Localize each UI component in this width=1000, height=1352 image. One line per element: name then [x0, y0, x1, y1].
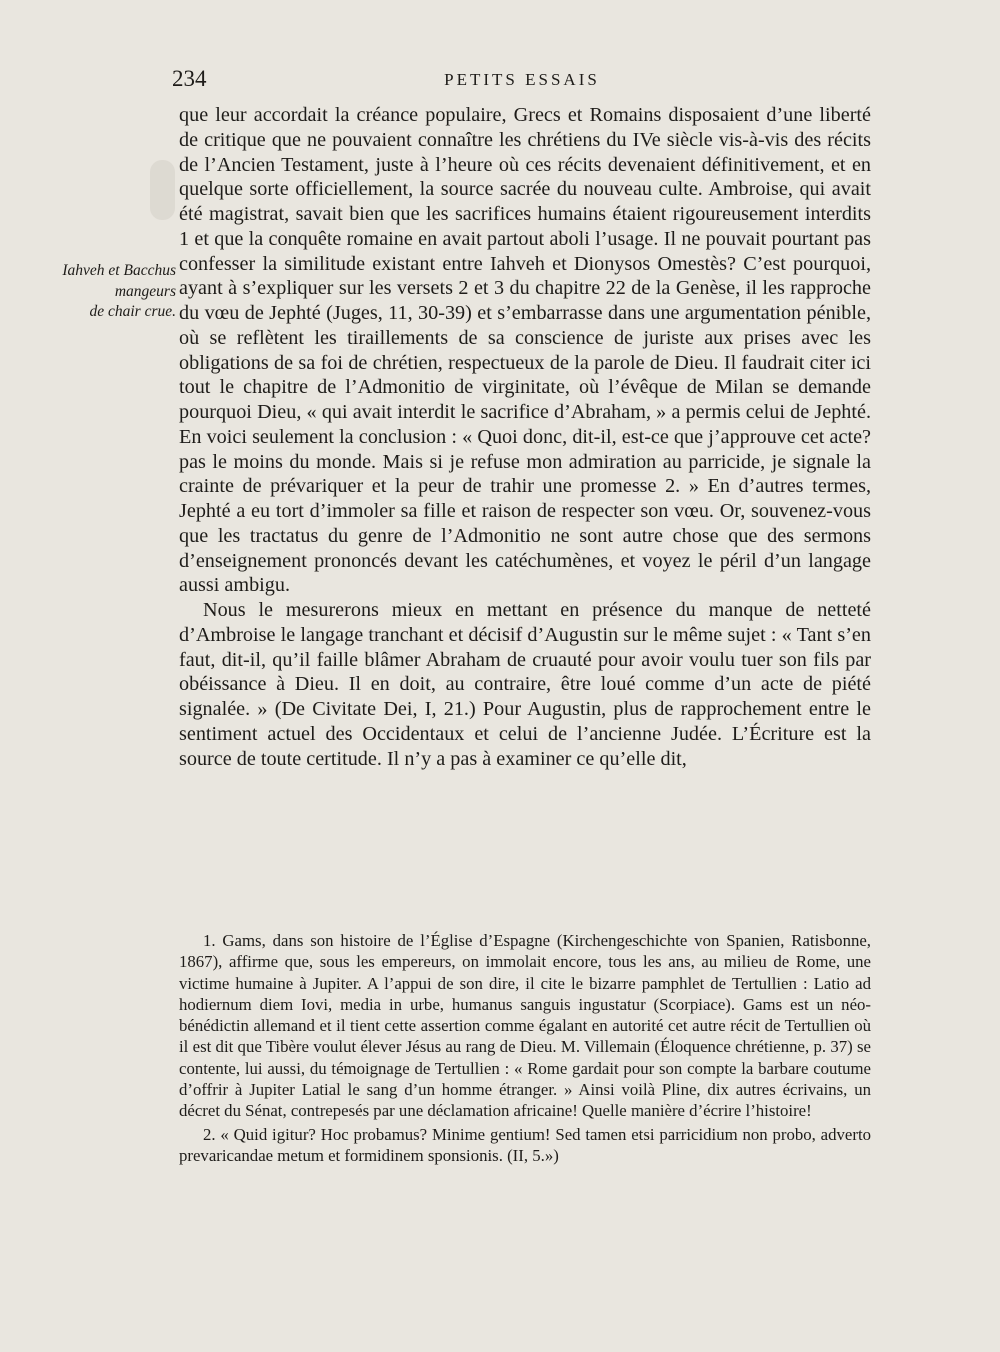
main-text	[179, 103, 871, 771]
margin-note	[18, 261, 176, 323]
footnote: 1. Gams, dans son histoire de l’Église d’Espagne (Kirchengeschichte von Spanien, Ratisbonne, 1867), affirme que, sous les empereurs, on immolait encore, tous les ans, au milieu de Rome, une victime humaine à Jupiter. A l’appui de son dire, il cite le bizarre pamphlet de Tertullien : Latio ad hodiernum diem Iovi, media in urbe, humanus sanguis ingustatur (Scorpiace). Gams est un néo-bénédictin allemand et il tient cette assertion comme égalant en autorité cet autre récit de Tertullien où il est dit que Tibère voulut élever Jésus au rang de Dieu. M. Villemain (Éloquence chrétienne, p. 37) se contente, lui aussi, du témoignage de Tertullien : « Rome gardait pour son compte la barbare coutume d’offrir à Jupiter Latial le sang d’un homme étranger. » Ainsi voilà Pline, dix autres écrivains, un décret du Sénat, contrepesés par une déclamation africaine! Quelle manière d’écrire l’histoire!	[179, 931, 871, 1121]
margin-note-line: Iahveh et Bacchus	[62, 262, 176, 279]
paragraph: que leur accordait la créance populaire, Grecs et Romains disposaient d’une liberté de critique que ne pouvaient connaître les chrétiens du IVe siècle vis-à-vis des récits de l’Ancien Testament, juste à l’heure où ces récits devenaient définitivement, et en quelque sorte officiellement, la source sacrée du nouveau culte. Ambroise, qui avait été magistrat, savait bien que les sacrifices humains étaient rigoureusement interdits 1 et que la conquête romaine en avait partout aboli l’usage. Il ne pouvait pourtant pas confesser la similitude existant entre Iahveh et Dionysos Omestès? C’est pourquoi, ayant à s’expliquer sur les versets 2 et 3 du chapitre 22 de la Genèse, il les rapproche du vœu de Jephté (Juges, 11, 30-39) et s’embarrasse dans une argumentation pénible, où se reflètent les tiraillements de sa conscience de juriste aux prises avec les obligations de sa foi de chrétien, respectueux de la parole de Dieu. Il faudrait citer ici tout le chapitre de l’Admonitio de virginitate, où l’évêque de Milan se demande pourquoi Dieu, « qui avait interdit le sacrifice d’Abraham, » a permis celui de Jephté. En voici seulement la conclusion : « Quoi donc, dit-il, est-ce que j’approuve cet acte? pas le moins du monde. Mais si je refuse mon admiration au parricide, je signale la crainte de prévariquer et la peur de trahir une promesse 2. » En d’autres termes, Jephté a eu tort d’immoler sa fille et raison de respecter son vœu. Or, souvenez-vous que les tractatus du genre de l’Admonitio ne sont autre chose que des sermons d’enseignement prononcés devant les catéchumènes, et voyez le péril d’un langage aussi ambigu.	[179, 104, 871, 597]
footnote: 2. « Quid igitur? Hoc probamus? Minime gentium! Sed tamen etsi parricidium non probo, adverto prevaricandae metum et formidinem sponsionis. (II, 5.»)	[179, 1124, 871, 1165]
paragraph: Nous le mesurerons mieux en mettant en présence du manque de netteté d’Ambroise le langage tranchant et décisif d’Augustin sur le même sujet : « Tant s’en faut, dit-il, qu’il faille blâmer Abraham de cruauté pour avoir voulu tuer son fils par obéissance à Dieu. Il en doit, au contraire, être loué comme d’un acte de piété signalée. » (De Civitate Dei, I, 21.) Pour Augustin, plus de rapprochement entre le sentiment actuel des Occidentaux et celui de l’ancienne Judée. L’Écriture est la source de toute certitude. Il n’y a pas à examiner ce qu’elle dit,	[179, 599, 871, 770]
margin-note-line: mangeurs	[114, 282, 176, 300]
margin-note-line: de chair crue.	[89, 303, 176, 320]
page-header	[172, 66, 872, 96]
running-head: PETITS ESSAIS	[444, 70, 600, 89]
footnotes	[179, 930, 871, 1168]
paper-stain	[150, 160, 175, 220]
page-number: 234	[172, 66, 207, 91]
